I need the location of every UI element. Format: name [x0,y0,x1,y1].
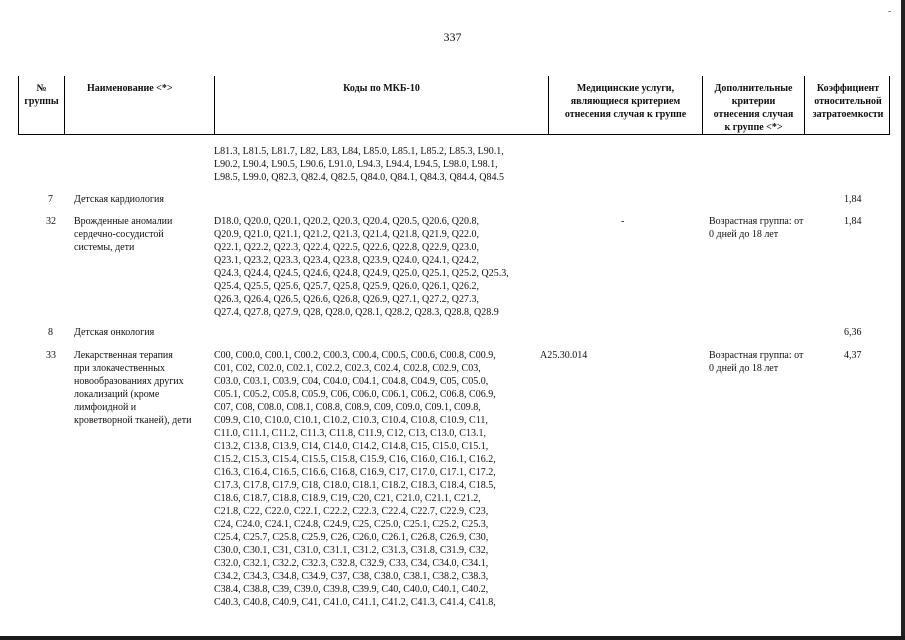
row-32-extra-criteria: Возрастная группа: от 0 дней до 18 лет [709,216,804,240]
header-services: Медицинские услуги, являющиеся критерием отнесения случая к группе [549,76,703,134]
page-number: 337 [443,30,462,44]
row-7-name: Детская кардиология [74,194,164,205]
header-name: Наименование <*> [65,76,215,134]
row-continuation-codes: L81.3, L81.5, L81.7, L82, L83, L84, L85.0, L85.1, L85.2, L85.3, L90.1, L90.2, L90.4, L90.5, L90.6, L91.0, L94.3, L94.4, L94.5, L98.0, L98.1, L98.5, L99.0, Q82.3, Q82.4, Q82.5, Q84.0, Q84.1, Q84.3, Q84.4, Q84.5 [214,146,504,183]
row-33-coefficient: 4,37 [844,350,862,361]
corner-mark: - [888,6,892,17]
row-8-coefficient: 6,36 [844,327,862,338]
header-group-no: № группы [19,76,65,134]
row-33-services: A25.30.014 [540,350,588,361]
scan-edge-right [901,0,905,640]
header-codes: Коды по МКБ-10 [215,76,549,134]
header-coefficient: Коэффициент относительной затратоемкости [812,83,884,120]
row-33-codes: C00, C00.0, C00.1, C00.2, C00.3, C00.4, C00.5, C00.6, C00.8, C00.9, C01, C02, C02.0, C02.1, C02.2, C02.3, C02.4, C02.8, C02.9, C03, C03.0, C03.1, C03.9, C04, C04.0, C04.1, C04.8, C04.9, C05, C05.0, C05.1, C05.2, C05.8, C05.9, C06, C06.0, C06.1, C06.2, C06.8, C06.9, C07, C08, C08.0, C08.1, C08.8, C08.9, C09, C09.0, C09.1, C09.8, C09.9, C10, C10.0, C10.1, C10.2, C10.3, C10.4, C10.8, C10.9, C11, C11.0, C11.1, C11.2, C11.3, C11.8, C11.9, C12, C13, C13.0, C13.1, C13.2, C13.8, C13.9, C14, C14.0, C14.2, C14.8, C15, C15.0, C15.1, C15.2, C15.3, C15.4, C15.5, C15.8, C15.9, C16, C16.0, C16.1, C16.2, C16.3, C16.4, C16.5, C16.6, C16.8, C16.9, C17, C17.0, C17.1, C17.2, C17.3, C17.8, C17.9, C18, C18.0, C18.1, C18.2, C18.3, C18.4, C18.5, C18.6, C18.7, C18.8, C18.9, C19, C20, C21, C21.0, C21.1, C21.2, C21.8, C22, C22.0, C22.1, C22.2, C22.3, C22.4, C22.7, C22.9, C23, C24, C24.0, C24.1, C24.8, C24.9, C25, C25.0, C25.1, C25.2, C25.3, C25.4, C25.7, C25.8, C25.9, C26, C26.0, C26.1, C26.8, C26.9, C30, C30.0, C30.1, C31, C31.0, C31.1, C31.2, C31.3, C31.8, C31.9, C32, C32.0, C32.1, C32.2, C32.3, C32.8, C32.9, C33, C34, C34.0, C34.1, C34.2, C34.3, C34.8, C34.9, C37, C38, C38.0, C38.1, C38.2, C38.3, C38.4, C38.8, C39, C39.0, C39.8, C39.9, C40, C40.0, C40.1, C40.2, C40.3, C40.8, C40.9, C41, C41.0, C41.1, C41.2, C41.3, C41.4, C41.8, [214,350,496,608]
row-7-coefficient: 1,84 [844,194,862,205]
row-32-codes: D18.0, Q20.0, Q20.1, Q20.2, Q20.3, Q20.4, Q20.5, Q20.6, Q20.8, Q20.9, Q21.0, Q21.1, Q21.2, Q21.3, Q21.4, Q21.8, Q21.9, Q22.0, Q22.1, Q22.2, Q22.3, Q22.4, Q22.5, Q22.6, Q22.8, Q22.9, Q23.0, Q23.1, Q23.2, Q23.3, Q23.4, Q23.8, Q23.9, Q24.0, Q24.1, Q24.2, Q24.3, Q24.4, Q24.5, Q24.6, Q24.8, Q24.9, Q25.0, Q25.1, Q25.2, Q25.3, Q25.4, Q25.5, Q25.6, Q25.7, Q25.8, Q25.9, Q26.0, Q26.1, Q26.2, Q26.3, Q26.4, Q26.5, Q26.6, Q26.8, Q26.9, Q27.1, Q27.2, Q27.3, Q27.4, Q27.8, Q27.9, Q28, Q28.0, Q28.1, Q28.2, Q28.3, Q28.8, Q28.9 [214,216,509,318]
row-33-no: 33 [46,350,56,361]
row-8-name: Детская онкология [74,327,155,338]
row-33-name: Лекарственная терапия при злокачественных новообразованиях других локализаций (кроме лимфоидной и кроветворной тканей), дети [74,350,192,426]
row-33-extra-criteria: Возрастная группа: от 0 дней до 18 лет [709,350,804,374]
row-7-no: 7 [48,194,53,205]
row-32-no: 32 [46,216,56,227]
table-header [18,76,890,135]
row-8-no: 8 [48,327,53,338]
header-extra-criteria: Дополнительные критерии отнесения случая к группе <*> [703,76,805,134]
row-32-name: Врожденные аномалии сердечно-сосудистой системы, дети [74,216,173,253]
row-32-services: - [621,216,625,227]
scan-edge-bottom [0,636,905,640]
row-32-coefficient: 1,84 [844,216,862,227]
